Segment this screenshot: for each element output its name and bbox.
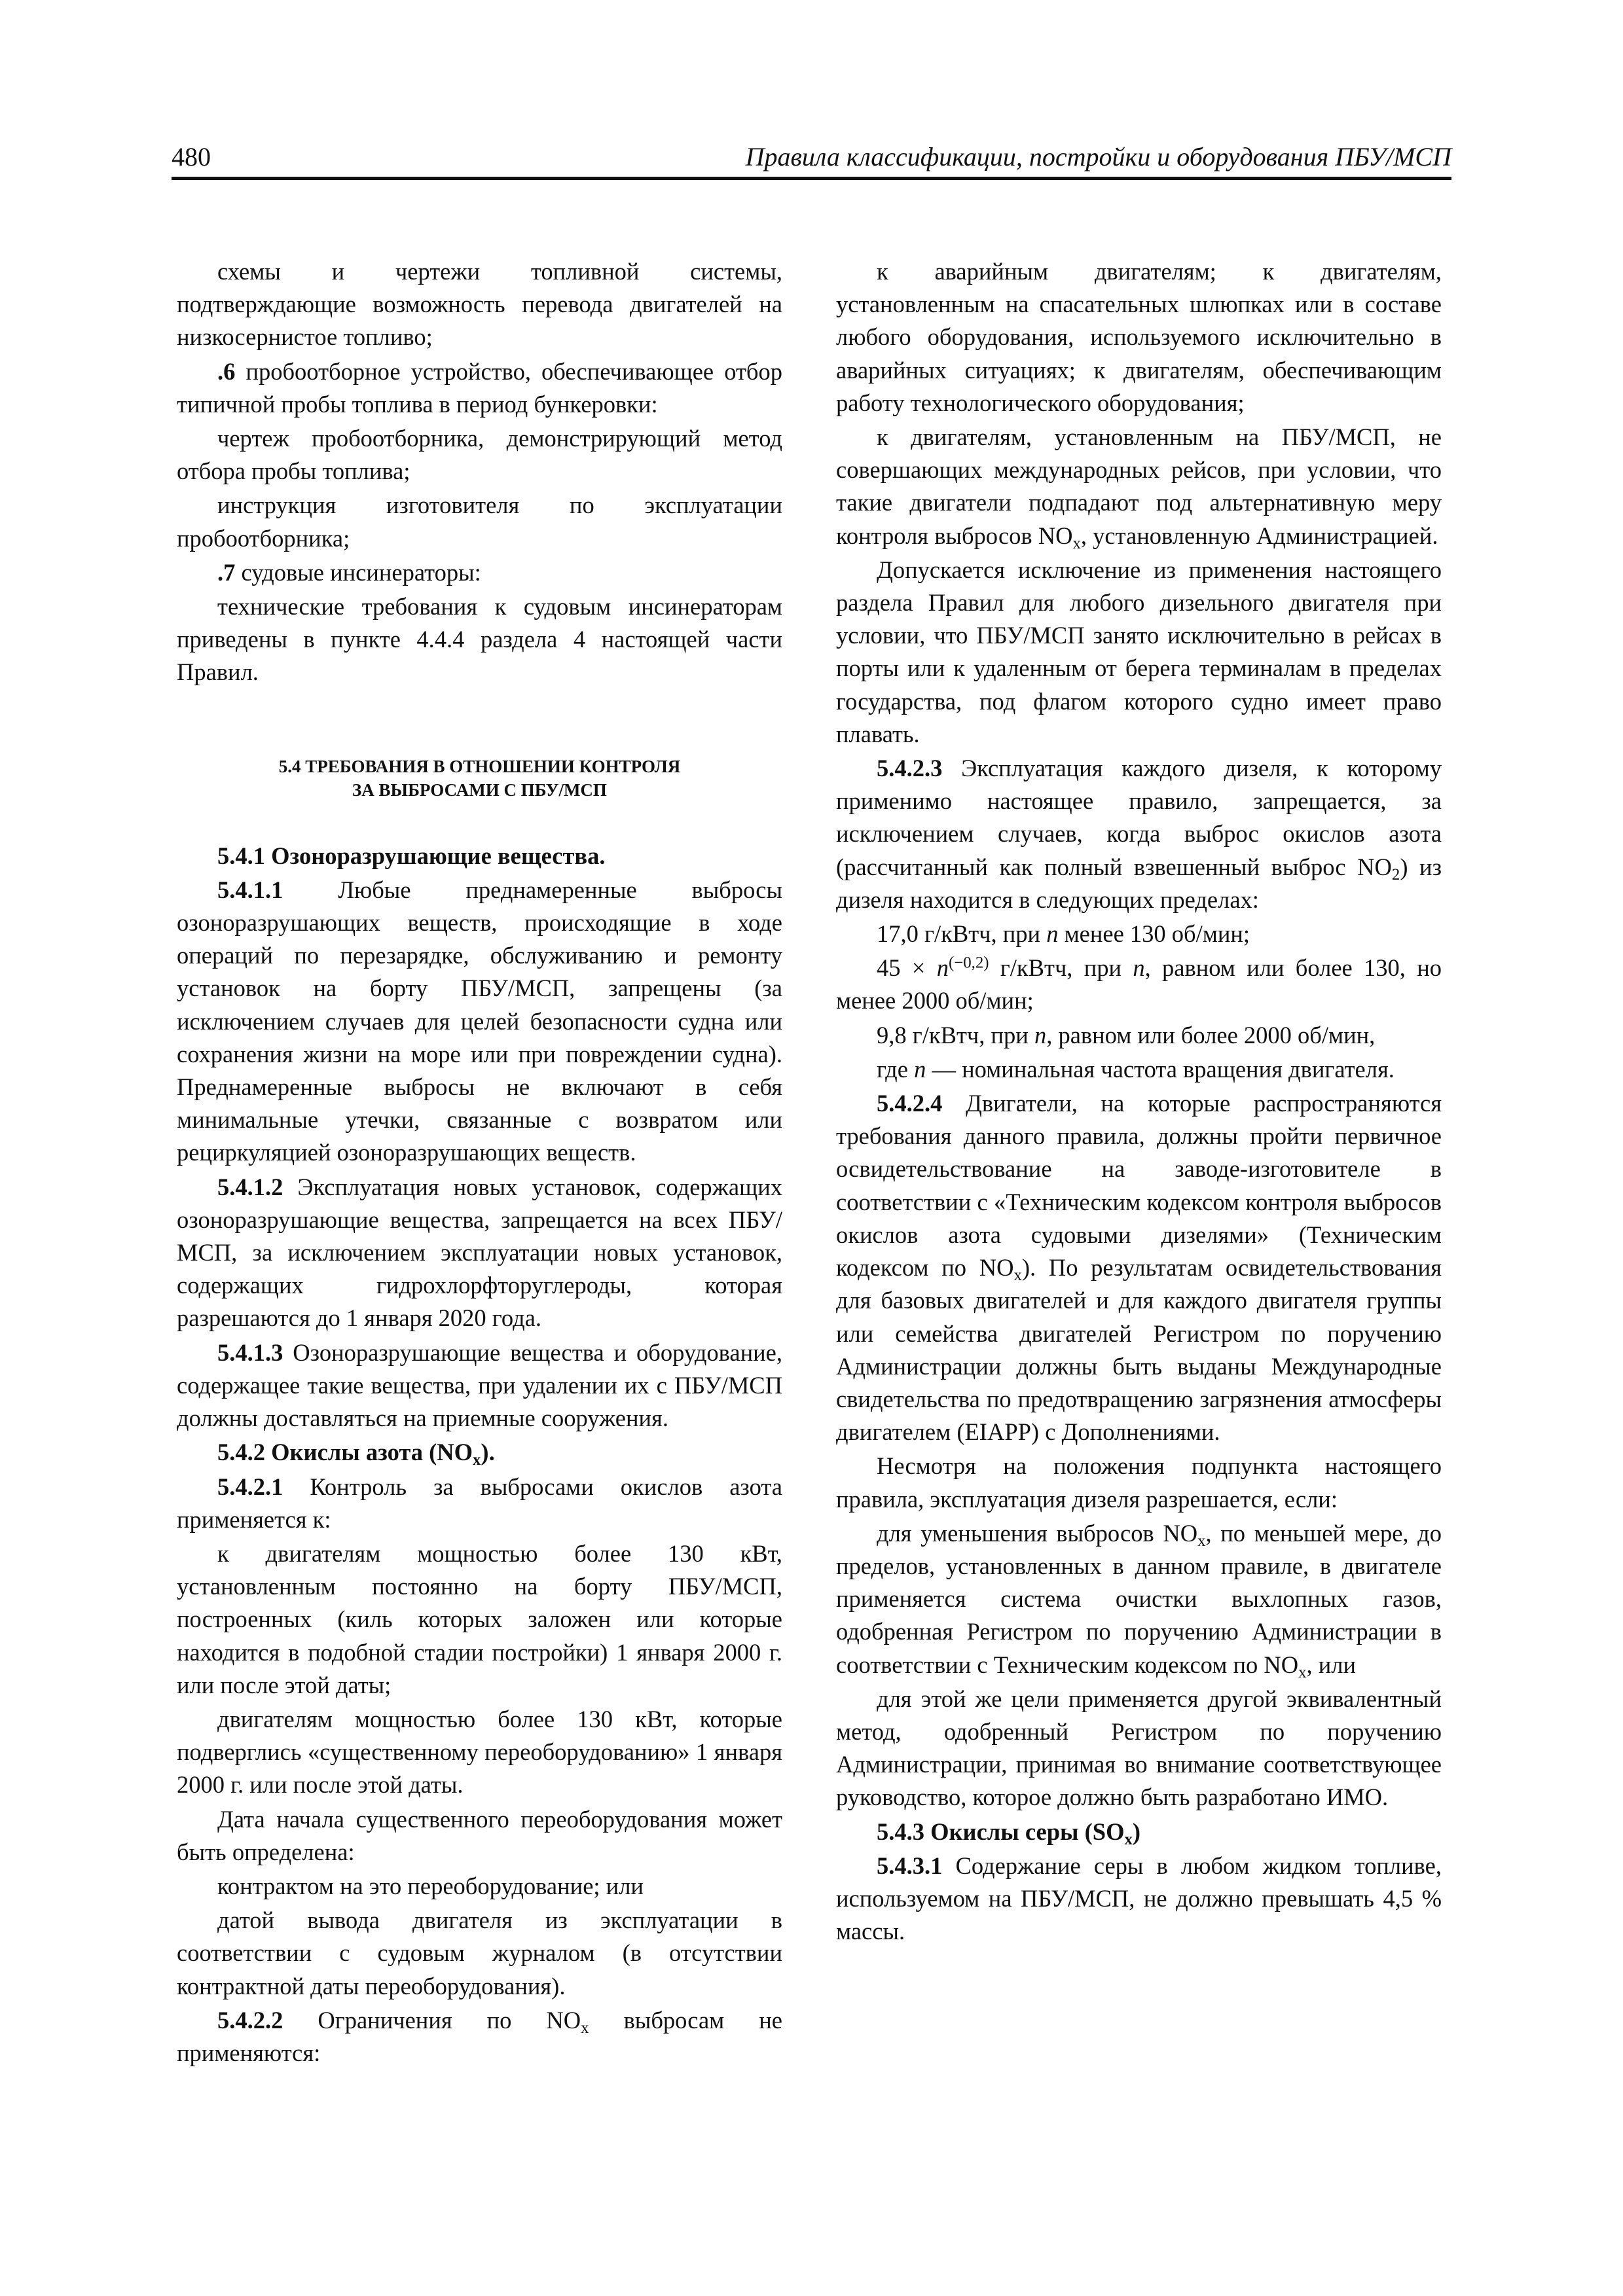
paragraph: [177, 1471, 782, 1536]
paragraph-text: Эксплуатация каждого дизеля, к которому применимо настоящее правило, запрещается, за исключением случаев, когда выброс окислов азота (рассчитанный как полный взвешенный выброс NO: [836, 755, 1442, 880]
variable-n: n: [1046, 920, 1059, 948]
subsection-heading: 5.4.1 Озоноразрушающие вещества.: [217, 842, 606, 869]
variable-n: n: [1034, 1021, 1047, 1049]
heading-text: 5.4.3 Окислы серы (SO: [877, 1818, 1125, 1845]
item-number: .7: [217, 558, 236, 586]
paragraph: [177, 355, 782, 421]
paragraph-text: Любые преднамеренные выбросы озоноразрушающих веществ, происходящие в ходе операций по перезарядке, обслуживанию и ремонту установок на борту ПБУ/МСП, запрещены (за исключением случаев для целей безопасности судна или сохранения жизни на море или при повреждении судна). Преднамеренные выбросы не включают в себя минимальные утечки, связанные с возвратом или рециркуляцией озоноразрушающих веществ.: [177, 876, 782, 1166]
paragraph: [177, 2004, 782, 2070]
subscript: x: [1072, 534, 1081, 552]
formula-text: , равном или более 2000 об/мин,: [1046, 1021, 1376, 1049]
subsection-heading: [177, 1436, 782, 1469]
subscript: x: [1298, 1663, 1307, 1681]
paragraph: [836, 1087, 1442, 1448]
paragraph-text: ). По результатам освидетельствования для базовых двигателей и для каждого двигателя группы или семейства двигателей Регистром по поручению Администрации должны быть выданы Международные свидетельства по предотвращению загрязнения атмосферы двигателем (EIAPP) с Дополнениями.: [836, 1254, 1442, 1446]
clause-number: 5.4.2.4: [877, 1090, 943, 1117]
subscript: x: [1013, 1266, 1022, 1285]
subscript: x: [1197, 1532, 1206, 1550]
paragraph-text: Ограничения по NO: [283, 2006, 581, 2034]
paragraph: чертеж пробоотборника, демонстрирующий метод отбора пробы топлива;: [177, 425, 782, 485]
paragraph-text: , установленную Администрацией.: [1080, 522, 1438, 549]
formula-text: 9,8 г/кВтч, при: [877, 1021, 1034, 1049]
paragraph: [836, 1517, 1442, 1681]
section-title-line: 5.4 ТРЕБОВАНИЯ В ОТНОШЕНИИ КОНТРОЛЯ: [278, 756, 681, 776]
paragraph-text: судовые инсинераторы:: [235, 558, 481, 586]
paragraph: [177, 556, 782, 589]
paragraph-text: Озоноразрушающие вещества и оборудование, содержащее такие вещества, при удалении их с ПБУ/МСП должны доставляться на приемные сооружения.: [177, 1338, 782, 1432]
variable-n: n: [914, 1055, 926, 1083]
section-title-line: ЗА ВЫБРОСАМИ С ПБУ/МСП: [352, 780, 607, 800]
right-column: [836, 255, 1442, 1948]
item-number: .6: [217, 357, 236, 385]
heading-text: ).: [481, 1439, 495, 1466]
paragraph: Допускается исключение из применения настоящего раздела Правил для любого дизельного двигателя при условии, что ПБУ/МСП занято исключительно в рейсах в порты или к удаленным от берега терминалам в пределах государства, под флагом которого судно имеет право плавать.: [836, 556, 1442, 747]
page-number: 480: [172, 142, 211, 171]
paragraph: [836, 421, 1442, 552]
formula-text: — номинальная частота вращения двигателя.: [926, 1055, 1395, 1083]
paragraph-text: , по меньшей мере, до пределов, установленных в данном правиле, в двигателе применяется система очистки выхлопных газов, одобренная Регистром по поручению Администрации в соответствии с Техническим кодексом по NO: [836, 1519, 1442, 1678]
left-column: [177, 255, 782, 2070]
formula-text: где: [877, 1055, 915, 1083]
paragraph-text: Эксплуатация новых установок, содержащих озоноразрушающие вещества, запрещается на всех ПБУ/МСП, за исключением эксплуатации новых установок, содержащих гидрохлорфторуглероды, которая разрешаются до 1 января 2020 года.: [177, 1173, 782, 1332]
formula-line: [836, 918, 1442, 950]
formula-text: 17,0 г/кВтч, при: [877, 920, 1047, 948]
paragraph: двигателям мощностью более 130 кВт, которые подверглись «существенному переоборудованию» 1 января 2000 г. или после этой даты.: [177, 1705, 782, 1799]
paragraph: [836, 1850, 1442, 1948]
formula-line: [836, 1053, 1442, 1086]
paragraph-text: Двигатели, на которые распространяются требования данного правила, должны пройти первичное освидетельствование на заводе-изготовителе в соответствии с «Техническим кодексом контроля выбросов окислов азота судовыми дизелями» (Техническим кодексом по NO: [836, 1090, 1442, 1282]
paragraph: [836, 752, 1442, 916]
formula-text: менее 130 об/мин;: [1058, 920, 1250, 948]
paragraph: [177, 874, 782, 1170]
paragraph-text: пробоотборное устройство, обеспечивающее отбор типичной пробы топлива в период бункеровки:: [177, 357, 782, 418]
heading-text: ): [1132, 1818, 1141, 1845]
section-title: [177, 755, 782, 802]
paragraph-text: выбросам не применяются:: [177, 2006, 782, 2066]
paragraph: Дата начала существенного переоборудования может быть определена:: [177, 1805, 782, 1865]
paragraph-text: для уменьшения выбросов NO: [877, 1519, 1198, 1547]
paragraph: к двигателям мощностью более 130 кВт, установленным постоянно на борту ПБУ/МСП, построенных (киль которых заложен или которые находится в подобной стадии постройки) 1 января 2000 г. или после этой даты;: [177, 1539, 782, 1698]
subscript: x: [473, 1451, 481, 1469]
clause-number: 5.4.1.2: [217, 1173, 283, 1200]
paragraph: к аварийным двигателям; к двигателям, установленным на спасательных шлюпках или в составе любого оборудования, используемого исключительно в аварийных ситуациях; к двигателям, обеспечивающим работу технологического оборудования;: [836, 258, 1442, 416]
clause-number: 5.4.1.3: [217, 1338, 283, 1366]
paragraph: контрактом на это переоборудование; или: [217, 1872, 644, 1899]
paragraph: схемы и чертежи топливной системы, подтверждающие возможность перевода двигателей на низкосернистое топливо;: [177, 258, 782, 351]
clause-number: 5.4.2.3: [877, 755, 943, 782]
paragraph: технические требования к судовым инсинераторам приведены в пункте 4.4.4 раздела 4 настоящей части Правил.: [177, 593, 782, 686]
variable-n: n: [1133, 954, 1145, 982]
page-header: [172, 140, 1451, 180]
variable-n: n: [936, 954, 949, 982]
subscript: 2: [1391, 865, 1400, 884]
paragraph-text: к двигателям, установленным на ПБУ/МСП, не совершающих международных рейсов, при условии, что такие двигатели подпадают под альтернативную меру контроля выбросов NO: [836, 423, 1442, 549]
clause-number: 5.4.2.2: [217, 2006, 283, 2034]
paragraph-text: , или: [1306, 1651, 1357, 1678]
formula-line: [836, 952, 1442, 1017]
formula-line: [836, 1019, 1442, 1052]
clause-number: 5.4.1.1: [217, 876, 283, 903]
paragraph: для этой же цели применяется другой эквивалентный метод, одобренный Регистром по поручению Администрации, принимая во внимание соответствующее руководство, которое должно быть разработано ИМО.: [836, 1685, 1442, 1811]
clause-number: 5.4.2.1: [217, 1473, 283, 1500]
paragraph-text: ) из дизеля находится в следующих пределах:: [836, 853, 1442, 913]
exponent: (−0,2): [948, 954, 989, 972]
subscript: x: [581, 2018, 589, 2037]
paragraph: Несмотря на положения подпункта настоящего правила, эксплуатация дизеля разрешается, если:: [836, 1452, 1442, 1513]
paragraph-text: Содержание серы в любом жидком топливе, используемом на ПБУ/МСП, не должно превышать 4,5 % массы.: [836, 1852, 1442, 1945]
paragraph: инструкция изготовителя по эксплуатации пробоотборника;: [177, 492, 782, 552]
formula-text: , равном или более 130, но менее 2000 об/мин;: [836, 954, 1442, 1014]
heading-text: 5.4.2 Окислы азота (NO: [217, 1439, 473, 1466]
clause-number: 5.4.3.1: [877, 1852, 943, 1879]
formula-text: 45 ×: [877, 954, 937, 982]
subsection-heading: [836, 1816, 1442, 1848]
paragraph: [177, 1171, 782, 1335]
paragraph: [177, 1336, 782, 1435]
running-title: Правила классификации, постройки и оборудования ПБУ/МСП: [745, 142, 1451, 171]
paragraph: датой вывода двигателя из эксплуатации в соответствии с судовым журналом (в отсутствии контрактной даты переоборудования).: [177, 1907, 782, 2000]
paragraph-text: Контроль за выбросами окислов азота применяется к:: [177, 1473, 782, 1533]
subscript: x: [1124, 1830, 1133, 1848]
formula-text: г/кВтч, при: [989, 954, 1133, 982]
